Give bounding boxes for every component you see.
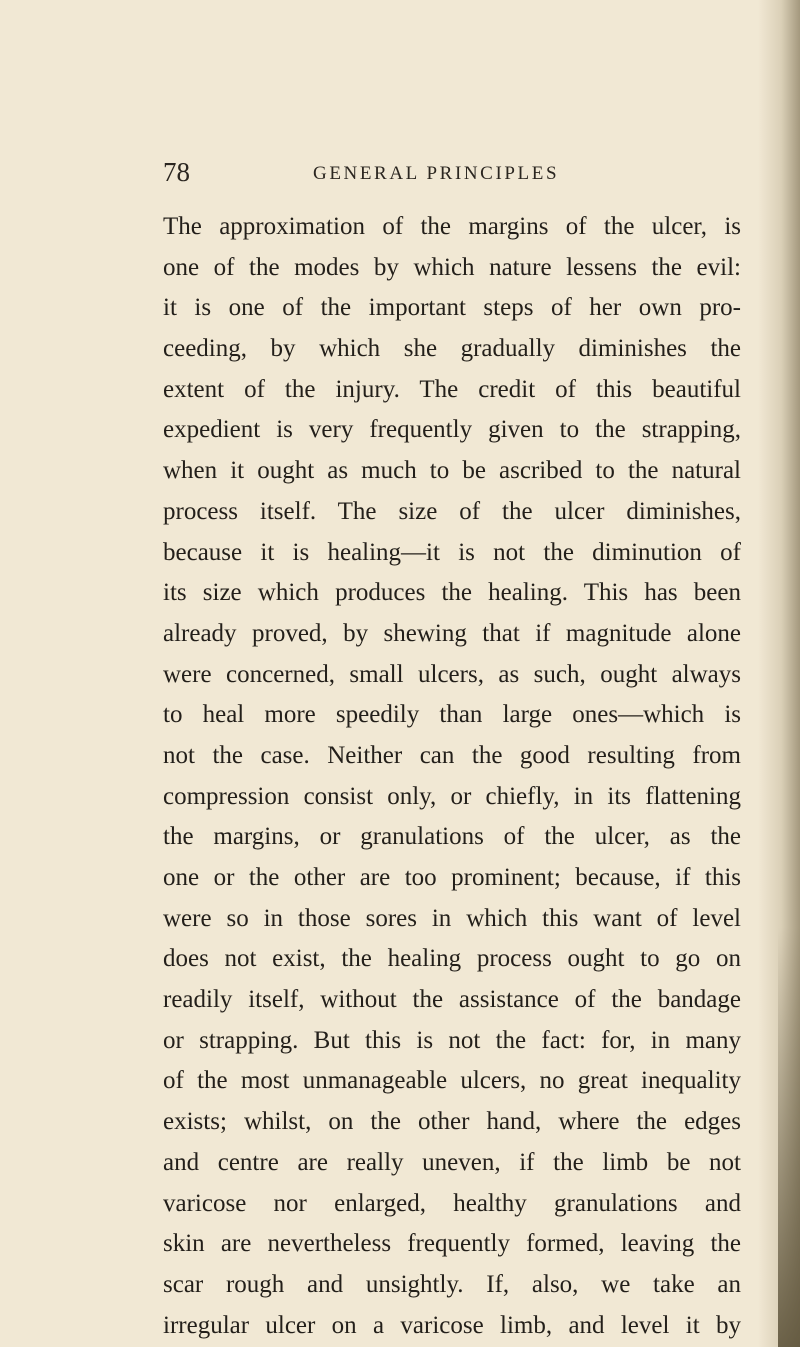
text-line: expedient is very frequently given to the strapping,	[163, 416, 741, 444]
text-line: when it ought as much to be ascribed to the natural	[163, 457, 741, 485]
text-line: not the case. Neither can the good resulting from	[163, 741, 741, 769]
text-line: the margins, or granulations of the ulcer, as the	[163, 823, 741, 851]
text-line: does not exist, the healing process ought to go on	[163, 945, 741, 973]
text-line: ceeding, by which she gradually diminishes the	[163, 335, 741, 363]
text-line: its size which produces the healing. This has been	[163, 579, 741, 607]
text-line: skin are nevertheless frequently formed, leaving the	[163, 1230, 741, 1258]
text-line: were so in those sores in which this want of level	[163, 904, 741, 932]
text-line: or strapping. But this is not the fact: for, in many	[163, 1026, 741, 1054]
text-line: compression consist only, or chiefly, in its flattening	[163, 782, 741, 810]
text-line: to heal more speedily than large ones—which is	[163, 701, 741, 729]
text-line: varicose nor enlarged, healthy granulations and	[163, 1189, 741, 1217]
text-line: because it is healing—it is not the diminution of	[163, 538, 741, 566]
text-line: process itself. The size of the ulcer diminishes,	[163, 497, 741, 525]
text-line: already proved, by shewing that if magnitude alone	[163, 619, 741, 647]
text-line: were concerned, small ulcers, as such, ought always	[163, 660, 741, 688]
text-line: exists; whilst, on the other hand, where the edges	[163, 1108, 741, 1136]
text-line: and centre are really uneven, if the limb be not	[163, 1148, 741, 1176]
running-head: GENERAL PRINCIPLES	[313, 163, 560, 184]
text-line: of the most unmanageable ulcers, no great inequality	[163, 1067, 741, 1095]
page-number: 78	[163, 157, 190, 187]
text-line: irregular ulcer on a varicose limb, and level it by	[163, 1311, 741, 1339]
text-line: one of the modes by which nature lessens the evil:	[163, 253, 741, 281]
text-line: it is one of the important steps of her own pro-	[163, 294, 741, 322]
text-line: scar rough and unsightly. If, also, we take an	[163, 1270, 741, 1298]
text-line: readily itself, without the assistance of the bandage	[163, 986, 741, 1014]
text-line: one or the other are too prominent; because, if this	[163, 864, 741, 891]
text-line: The approximation of the margins of the ulcer, is	[163, 213, 741, 240]
page-corner-shadow	[778, 927, 800, 1347]
body-text	[163, 207, 741, 1346]
text-line: extent of the injury. The credit of this beautiful	[163, 375, 741, 403]
